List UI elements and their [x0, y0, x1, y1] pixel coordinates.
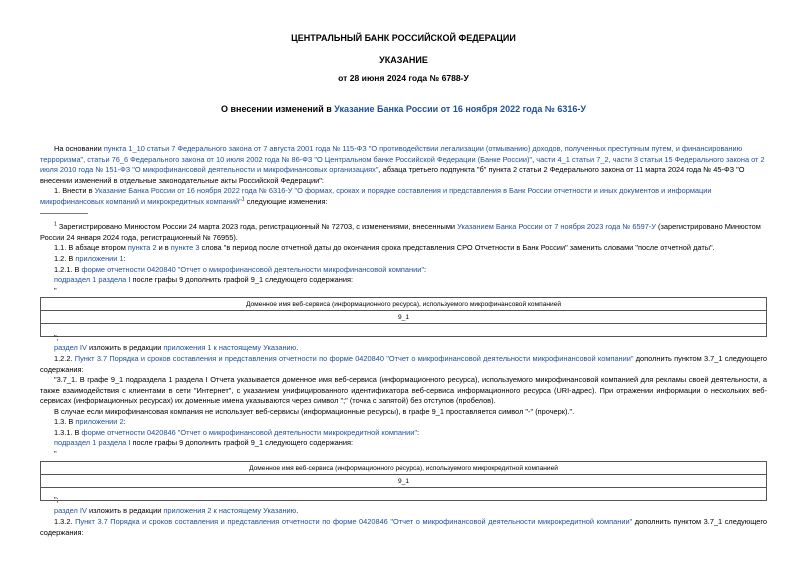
p13-text-2: :	[123, 417, 126, 426]
p11-text-1: 1.1. В абзаце втором	[54, 243, 128, 252]
p131c-text-1: изложить в редакции	[86, 506, 164, 515]
p12-text-2: :	[123, 254, 126, 263]
p11-link-2[interactable]: пункте 3	[170, 243, 200, 252]
p1-footnote-mark[interactable]: 1	[241, 196, 245, 203]
basis-link-1[interactable]: пункта 1_10 статьи 7 Федерального закона от 7 августа 2001 года № 115-ФЗ "О противодействии легализации (отмыванию) доходов, полученных преступным путем, и финансированию терроризма", статьи 76_6 Федерального закона от 10 июля 2002 года № 86-ФЗ "О Центральном банке Российской Федерации (Банке России)"	[40, 144, 743, 164]
doc-date-number: от 28 июня 2024 года № 6788-У	[338, 73, 469, 83]
paragraph-1-3	[40, 417, 767, 428]
p121c-link-1[interactable]: раздел IV	[54, 343, 87, 352]
p11-text-2: и в	[156, 243, 171, 252]
p131b-link[interactable]: подраздел 1 раздела I	[54, 438, 131, 447]
table1-header-cell: Доменное имя веб-сервиса (информационного ресурса), используемого микрофинансовой компанией	[41, 298, 767, 311]
p121c-text-2: .	[296, 343, 299, 352]
basis-text-3: , абзаца третьего подпункта "б" пункта 2 статьи 2 Федерального закона от 11 марта 2024 года № 45-ФЗ "О внесении изменений в отдельные законодательные акты Российской Федерации":	[40, 165, 745, 185]
paragraph-1-1	[40, 243, 767, 254]
footnote-mark: 1	[54, 221, 57, 228]
table2-col-cell: 9_1	[41, 475, 767, 488]
paragraph-1-2-2	[40, 354, 767, 375]
p12-text-1: 1.2. В	[54, 254, 76, 263]
p131c-link-1[interactable]: раздел IV	[54, 506, 87, 515]
basis-text-1: На основании	[54, 144, 104, 153]
doc-title-prefix: О внесении изменений в	[220, 104, 335, 114]
p121c-link-2[interactable]: приложения 1 к настоящему Указанию	[163, 343, 297, 352]
quote-open-2: "	[54, 449, 57, 458]
paragraph-1-3-1-c	[40, 506, 767, 517]
quote-close-2: ";	[54, 495, 59, 504]
footnote-divider	[40, 213, 88, 214]
paragraph-1-3-2	[40, 517, 767, 538]
p121b-link[interactable]: подраздел 1 раздела I	[54, 275, 131, 284]
p131-link[interactable]: форме отчетности 0420846 "Отчет о микрофинансовой деятельности микрокредитной компании"	[81, 428, 417, 437]
p121-link[interactable]: форме отчетности 0420840 "Отчет о микрофинансовой деятельности микрофинансовой компании"	[81, 265, 424, 274]
p131c-link-2[interactable]: приложения 2 к настоящему Указанию	[163, 506, 297, 515]
p121-text-1: 1.2.1. В	[54, 265, 82, 274]
p131b-text: после графы 9 дополнить графой 9_1 следующего содержания:	[130, 438, 354, 447]
p132-link[interactable]: Пункт 3.7 Порядка и сроков составления и представления отчетности по форме 0420846 "Отчет о микрофинансовой деятельности микрокредитной компании"	[75, 517, 633, 526]
p122-text-1: 1.2.2.	[54, 354, 75, 363]
p13-text-1: 1.3. В	[54, 417, 76, 426]
p11-text-3: слова "в период после отчетной даты до окончания срока представления СРО Отчетности в Банк России" заменить словами "после отчетной даты".	[199, 243, 715, 252]
paragraph-3-7-1-b: В случае если микрофинансовая компания не использует веб-сервисы (информационные ресурсы), в графе 9_1 проставляется символ "-" (прочерк).".	[54, 407, 575, 416]
table1-col-cell: 9_1	[41, 311, 767, 324]
table2-header-cell: Доменное имя веб-сервиса (информационного ресурса), используемого микрокредитной компанией	[41, 462, 767, 475]
p11-link-1[interactable]: пункта 2	[127, 243, 157, 252]
p122-text-2: дополнить пунктом 3.7_1 следующего содержания:	[40, 354, 768, 374]
p121-text-2: :	[424, 265, 427, 274]
quote-open-1: "	[54, 286, 57, 295]
p131c-text-2: .	[296, 506, 299, 515]
p121b-text: после графы 9 дополнить графой 9_1 следующего содержания:	[130, 275, 354, 284]
bank-name: ЦЕНТРАЛЬНЫЙ БАНК РОССИЙСКОЙ ФЕДЕРАЦИИ	[291, 33, 516, 43]
footnote-link[interactable]: Указанием Банка России от 7 ноября 2023 года № 6597-У	[457, 222, 656, 231]
doc-type: УКАЗАНИЕ	[379, 55, 428, 65]
p132-text-1: 1.3.2.	[54, 517, 76, 526]
basis-text-2: ,	[532, 154, 537, 164]
p13-link[interactable]: приложении 2	[75, 417, 124, 426]
footnote	[40, 222, 767, 243]
paragraph-1-3-1	[40, 428, 767, 439]
basis-paragraph	[40, 144, 767, 186]
p131-text-2: :	[416, 428, 420, 437]
table-form-0420840	[40, 297, 767, 337]
paragraph-1-3-1-b	[40, 438, 767, 449]
p132-text-2: дополнить пунктом 3.7_1 следующего содержания:	[40, 517, 767, 537]
p121c-text-1: изложить в редакции	[86, 343, 164, 352]
footnote-text-2: (зарегистрировано Минюстом России 24 января 2024 года, регистрационный № 76955).	[40, 222, 761, 242]
paragraph-1-2-1-b	[40, 275, 767, 286]
p1-text-2: следующие изменения:	[244, 196, 328, 206]
paragraph-1-2-1-c	[40, 343, 767, 354]
quote-close-1: ";	[54, 333, 59, 342]
doc-title	[0, 104, 807, 115]
p131-text-1: 1.3.1. В	[54, 428, 82, 437]
p1-link[interactable]: Указание Банка России от 16 ноября 2022 года № 6316-У "О формах, сроках и порядке составления и представления в Банк России отчетности и иных документов и информации микрофинансовых компаний и микрокредитных компаний"	[40, 186, 712, 206]
paragraph-1-2-1	[40, 265, 767, 276]
p12-link[interactable]: приложении 1	[75, 254, 124, 263]
p1-text-1: 1. Внести в	[54, 186, 95, 195]
paragraph-1-2	[40, 254, 767, 265]
doc-title-link[interactable]: Указание Банка России от 16 ноября 2022 года № 6316-У	[334, 104, 586, 114]
paragraph-1	[40, 186, 767, 207]
footnote-text-1: Зарегистрировано Минюстом России 24 марта 2023 года, регистрационный № 72703, с изменениями, внесенными	[56, 222, 458, 231]
paragraph-3-7-1: "3.7_1. В графе 9_1 подраздела 1 раздела I Отчета указывается доменное имя веб-сервиса (информационного ресурса), используемого микрофинансовой компанией для рекламы своей деятельности, а также взаимодействия с клиентами в сети "Интернет", с указанием унифицированного идентификатора веб-сервиса информационного ресурса (URI-адрес). При отражении информации о нескольких веб-сервисах (информационных ресурсах) их доменные имена указываются через символ ";" (точка с запятой) без отступов (пробелов).	[40, 375, 767, 405]
p122-link[interactable]: Пункт 3.7 Порядка и сроков составления и представления отчетности по форме 0420840 "Отчет о микрофинансовой деятельности микрофинансовой компании"	[74, 354, 634, 363]
basis-link-2[interactable]: части 4_1 статьи 7_2, части 3 статьи 15 Федерального закона от 2 июля 2010 года № 151-ФЗ "О микрофинансовой деятельности и микрофинансовых организациях"	[40, 154, 765, 174]
